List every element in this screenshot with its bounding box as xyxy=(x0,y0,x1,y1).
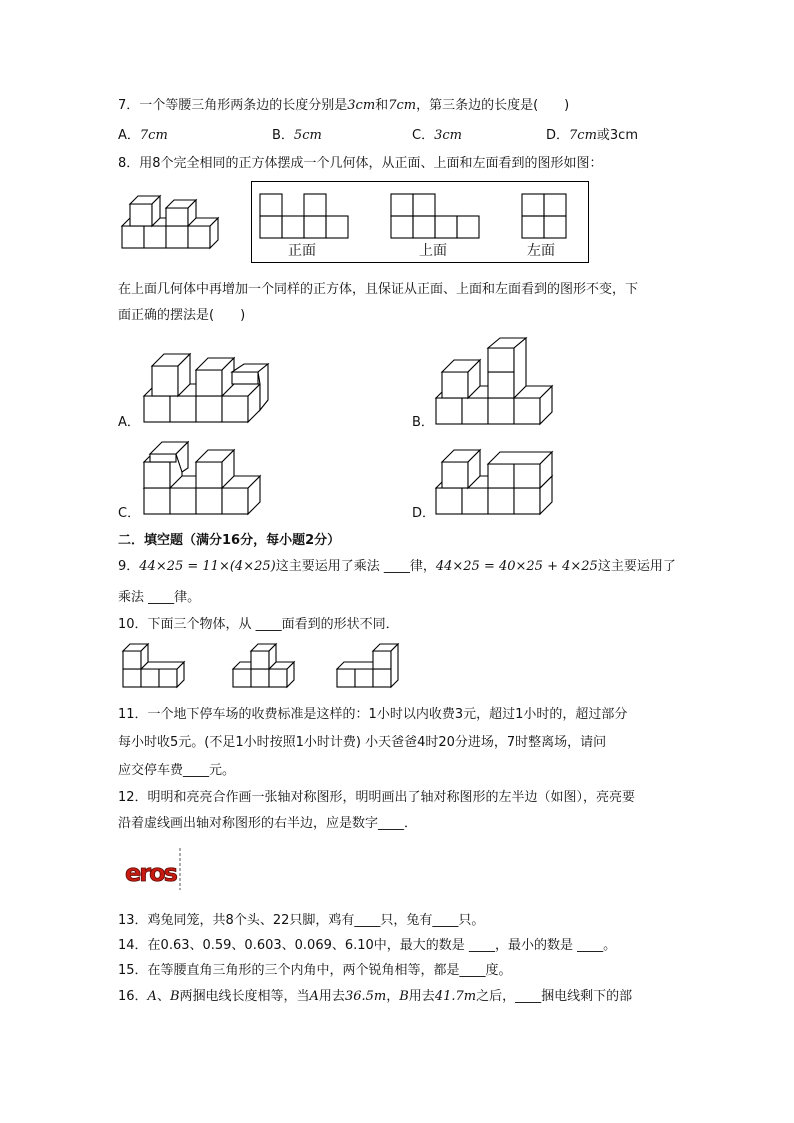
q16-var-a: A xyxy=(147,989,157,1004)
q16-text-2: 用去 xyxy=(318,989,345,1004)
q8-left-view-label: 左面 xyxy=(527,243,555,259)
q10-text: 10．下面三个物体，从 ____面看到的形状不同． xyxy=(118,617,399,632)
q8-option-b-label[interactable]: B． xyxy=(412,415,434,430)
q16-value-2: 41.7m xyxy=(434,989,477,1004)
q9-formula-1: 44×25 = 11×(4×25) xyxy=(139,559,276,574)
q12-half-figure-image xyxy=(122,848,184,890)
q16-var-b: B xyxy=(169,989,180,1004)
q7-option-d-extra: 或3cm xyxy=(596,128,638,143)
q14-text: 14．在0.63、0.59、0.603、0.069、6.10中，最大的数是 ____，最小的数是 ____。 xyxy=(118,938,617,953)
q8-stem: 8．用8个完全相同的正方体摆成一个几何体，从正面、上面和左面看到的图形如图： xyxy=(118,156,603,171)
q11-line-1: 11．一个地下停车场的收费标准是这样的：1小时以内收费3元，超过1小时的，超过部分 xyxy=(118,707,628,722)
q16-var-b-2: B xyxy=(399,989,409,1004)
q10-object-2 xyxy=(230,643,298,691)
section-2-title: 二．填空题（满分16分，每小题2分） xyxy=(118,533,341,548)
q16-var-a-2: A xyxy=(309,989,319,1004)
q8-line-2: 在上面几何体中再增加一个同样的正方体，且保证从正面、上面和左面看到的图形不变，下 xyxy=(118,282,639,297)
q7-option-a-value: 7cm xyxy=(139,128,168,143)
q8-option-a-label[interactable]: A． xyxy=(118,415,140,430)
q7-option-d-value: 7cm xyxy=(569,128,597,143)
q8-solid-figure xyxy=(118,190,224,256)
q7-option-b xyxy=(272,128,322,144)
q7-option-c-label: C． xyxy=(412,128,435,143)
q7-stem-b: ，第三条边的长度是( ) xyxy=(416,98,570,113)
q7-option-c-value: 3cm xyxy=(434,128,462,143)
q10-object-3 xyxy=(334,643,402,691)
q9-number: 9． xyxy=(118,559,140,574)
q7-option-d xyxy=(546,128,638,144)
q12-line-1: 12．明明和亮亮合作画一张轴对称图形，明明画出了轴对称图形的左半边（如图），亮亮要 xyxy=(118,790,636,805)
q16-value-1: 36.5m xyxy=(344,989,387,1004)
q8-option-a-figure xyxy=(140,350,272,428)
q8-front-view-label: 正面 xyxy=(288,243,316,259)
svg-text:eros: eros xyxy=(125,859,176,887)
q9-line-1 xyxy=(118,559,676,575)
q9-text-1: 这主要运用了乘法 ____律， xyxy=(275,559,436,574)
q7-option-b-value: 5cm xyxy=(293,128,322,143)
q16-sep: 、 xyxy=(156,989,170,1004)
q8-option-c-label[interactable]: C． xyxy=(118,506,141,521)
q16-text xyxy=(118,989,632,1005)
q8-front-view xyxy=(259,193,351,241)
q9-line-2: 乘法 ____律。 xyxy=(118,590,201,605)
q7-option-a xyxy=(118,128,168,144)
q8-option-c-figure xyxy=(140,438,264,520)
q13-text: 13．鸡兔同笼，共8个头、22只脚，鸡有____只，兔有____只。 xyxy=(118,913,485,928)
q8-top-view xyxy=(390,193,482,241)
q7-value-2: 7cm xyxy=(388,98,417,113)
q16-number: 16． xyxy=(118,989,148,1004)
q15-text: 15．在等腰直角三角形的三个内角中，两个锐角相等，都是____度。 xyxy=(118,963,512,978)
q7-option-d-label: D． xyxy=(546,128,570,143)
q8-top-view-label: 上面 xyxy=(419,243,447,259)
q7-stem-a: 7．一个等腰三角形两条边的长度分别是 xyxy=(118,98,348,113)
q9-formula-2: 44×25 = 40×25 + 4×25 xyxy=(435,559,598,574)
q7-stem xyxy=(118,98,569,114)
q7-option-c xyxy=(412,128,462,144)
q8-line-3: 面正确的摆法是( ) xyxy=(118,308,246,323)
q16-text-end: 之后，____捆电线剩下的部 xyxy=(476,989,633,1004)
q7-option-b-label: B． xyxy=(272,128,294,143)
q7-option-a-label: A． xyxy=(118,128,140,143)
q8-option-d-label[interactable]: D． xyxy=(412,506,436,521)
q7-value-1: 3cm xyxy=(347,98,376,113)
q8-option-d-figure xyxy=(432,440,556,520)
q8-option-b-figure xyxy=(432,336,556,428)
q16-text-3: ， xyxy=(386,989,400,1004)
q10-object-1 xyxy=(120,643,188,691)
q11-line-2: 每小时收5元。(不足1小时按照1小时计费) 小天爸爸4时20分进场，7时整离场，请问 xyxy=(118,735,607,750)
q11-line-3: 应交停车费____元。 xyxy=(118,763,236,778)
q16-text-4: 用去 xyxy=(408,989,435,1004)
q9-text-2: 这主要运用了 xyxy=(597,559,676,574)
q16-text-1: 两捆电线长度相等，当 xyxy=(179,989,310,1004)
q12-line-2: 沿着虚线画出轴对称图形的右半边，应是数字____． xyxy=(118,816,418,831)
q7-mid: 和 xyxy=(375,98,389,113)
q8-left-view xyxy=(521,193,569,241)
